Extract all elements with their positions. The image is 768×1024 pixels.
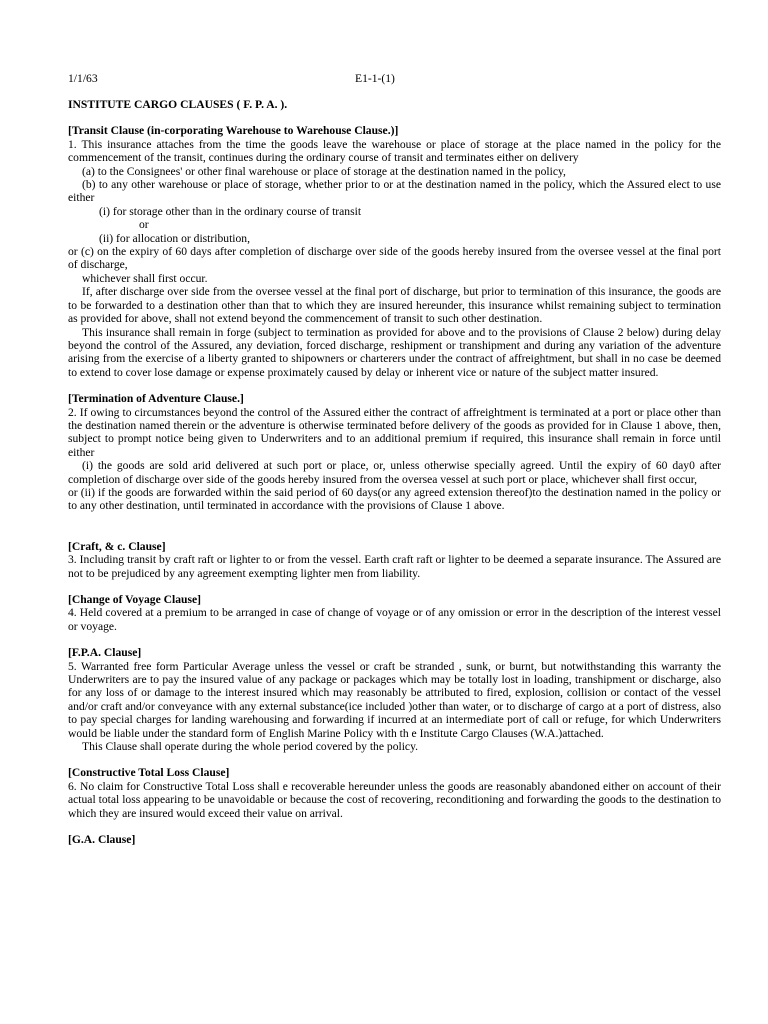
clause-1-whichever: whichever shall first occur. <box>82 271 208 285</box>
clause-6-paragraph: 6. No claim for Constructive Total Loss shall e recoverable hereunder unless the goods are reasonably abandoned either on account of their actual total loss appearing to be unavoidable or because the cost of recovering, reconditioning and forwarding the goods to the destination to which they are insured would exceed their value on arrival. <box>68 779 721 820</box>
clause-6 <box>68 766 721 820</box>
clause-5-paragraph-2 <box>68 740 721 753</box>
clause-1-or: or <box>139 218 149 232</box>
clause-1-item-ii: (ii) for allocation or distribution, <box>99 231 251 245</box>
clause-2-item-i-text: (i) the goods are sold arid delivered at such port or place, or, unless otherwise specially agreed. Until the expiry of 60 day0 after completion of discharge over side of the goods hereby insured from the oversea vessel at such port or place, whichever shall first occur, <box>68 459 721 486</box>
clause-2-item-i <box>68 459 721 486</box>
clause-2 <box>68 392 721 513</box>
document-title: INSTITUTE CARGO CLAUSES ( F. P. A. ). <box>68 98 288 111</box>
page-header <box>68 72 721 86</box>
clause-3-heading: [Craft, & c. Clause] <box>68 539 166 553</box>
clause-5-paragraph: 5. Warranted free form Particular Average unless the vessel or craft be stranded , sunk, or burnt, but notwithstanding this warranty the Underwriters are to pay the insured value of any package or packages which may be totally lost in loading, transhipment or discharge, also for any loss of or damage to the interest insured which may reasonably be attributed to fired, explosion, collision or contact of the vessel and/or craft and/or conveyance with any external substance(ice included )other than water, or to discharge of cargo at a port of distress, also to pay special charges for landing warehousing and forwarding if incurred at an intermediate port of call or refuge, for which Underwriters would be liable under the standard form of English Marine Policy with th e Institute Cargo Clauses (W.A.)attached. <box>68 659 721 740</box>
clause-7 <box>68 833 721 846</box>
clause-1-item-c: or (c) on the expiry of 60 days after completion of discharge over side of the goods hereby insured from the oversee vessel at the final port of discharge, <box>68 245 721 272</box>
clause-1-paragraph-3 <box>68 326 721 380</box>
clause-1-paragraph: 1. This insurance attaches from the time the goods leave the warehouse or place of storage at the place named in the policy for the commencement of the transit, continues during the ordinary course of transit and terminates either on delivery <box>68 137 721 165</box>
clause-1 <box>68 124 721 379</box>
clause-4-paragraph: 4. Held covered at a premium to be arranged in case of change of voyage or of any omission or error in the description of the interest vessel or voyage. <box>68 606 721 633</box>
clause-2-item-ii: or (ii) if the goods are forwarded within the said period of 60 days(or any agreed extension thereof)to the destination named in the policy or to any other destination, until terminated in accordance with the provisions of Clause 1 above. <box>68 485 721 513</box>
clause-1-paragraph-2 <box>68 285 721 325</box>
clause-2-paragraph: 2. If owing to circumstances beyond the control of the Assured either the contract of affreightment is terminated at a port or place other than the destination named therein or the adventure is otherwise terminated before delivery of the goods as provided for in Clause 1 above, then, subject to prompt notice being given to Underwriters and to an additional premium if required, this insurance shall remain in force until either <box>68 405 721 459</box>
clause-1-item-b <box>68 178 721 205</box>
clause-7-heading: [G.A. Clause] <box>68 833 136 847</box>
clause-1-item-a: (a) to the Consignees' or other final warehouse or place of storage at the destination named in the policy, <box>82 164 566 178</box>
clause-1-paragraph-3-text: This insurance shall remain in forge (subject to termination as provided for above and to the provisions of Clause 2 below) during delay beyond the control of the Assured, any deviation, forced discharge, reshipment or transhipment and during any variation of the adventure arising from the exercise of a liberty granted to shipowners or charterers under the contract of affreightment, but shall in no case be deemed to extend to cover lose damage or expense proximately caused by delay or inherent vice or nature of the subject matter insured. <box>68 325 721 379</box>
header-date: 1/1/63 <box>68 72 98 85</box>
clause-4-heading: [Change of Voyage Clause] <box>68 593 202 606</box>
clause-1-paragraph-2-text: If, after discharge over side from the oversee vessel at the final port of discharge, but prior to termination of this insurance, the goods are to be forwarded to a destination other than that to which they are insured hereunder, this insurance whilst remaining subject to termination as provided for above, shall not extend beyond the commencement of transit to such other destination. <box>68 285 721 326</box>
clause-1-item-b-text: (b) to any other warehouse or place of storage, whether prior to or at the destination named in the policy, which the Assured elect to use either <box>68 178 721 205</box>
document-page <box>68 72 721 847</box>
clause-2-heading: [Termination of Adventure Clause.] <box>68 392 244 406</box>
clause-5-heading: [F.P.A. Clause] <box>68 646 142 660</box>
clause-4 <box>68 593 721 633</box>
clause-5-paragraph-2-text: This Clause shall operate during the whole period covered by the policy. <box>82 740 419 754</box>
clause-6-heading: [Constructive Total Loss Clause] <box>68 766 230 780</box>
clause-1-heading: [Transit Clause (in-corporating Warehouse to Warehouse Clause.)] <box>68 124 399 138</box>
clause-3 <box>68 540 721 580</box>
clause-1-item-i: (i) for storage other than in the ordinary course of transit <box>99 204 362 218</box>
header-code: E1-1-(1) <box>355 72 395 85</box>
clause-3-paragraph: 3. Including transit by craft raft or lighter to or from the vessel. Earth craft raft or lighter to be deemed a separate insurance. The Assured are not to be prejudiced by any agreement exempting lighter men from liability. <box>68 553 721 580</box>
clause-5 <box>68 646 721 753</box>
